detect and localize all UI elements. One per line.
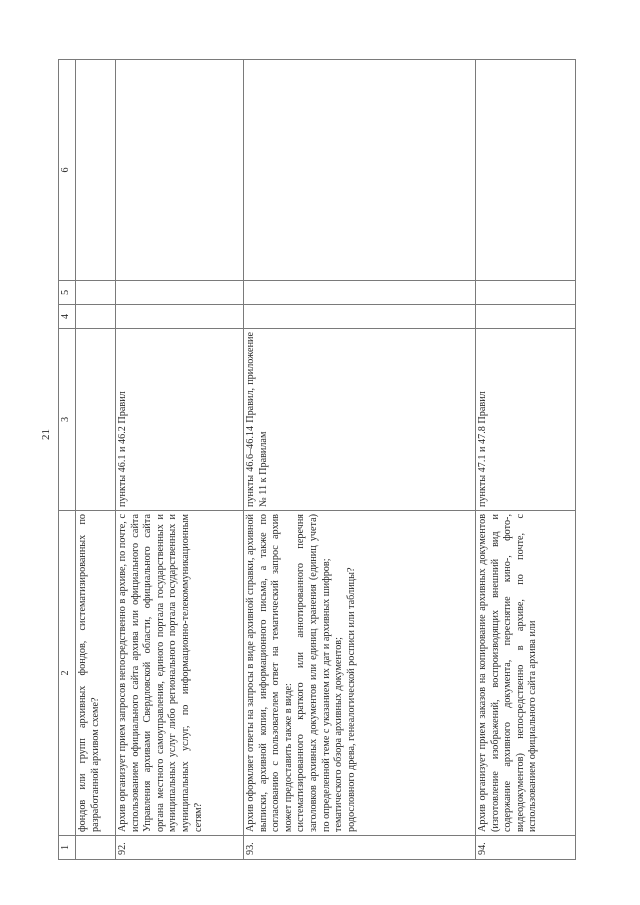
checklist-table-rotated bbox=[58, 60, 598, 860]
table-row bbox=[116, 60, 244, 860]
question-item: родословного древа, генеалогической росписи или таблицы? bbox=[345, 567, 357, 832]
empty-cell bbox=[116, 281, 244, 305]
empty-cell bbox=[476, 281, 576, 305]
empty-cell bbox=[76, 305, 116, 329]
question-item: систематизированного краткого или аннотированного перечня заголовков архивных документов или единиц хранения (единиц учета) по определенной теме с указанием их дат и архивных шифров; bbox=[295, 514, 332, 832]
empty-cell bbox=[76, 281, 116, 305]
header-col-4: 4 bbox=[59, 305, 76, 329]
page-number: 21 bbox=[40, 429, 52, 440]
row-number: 94. bbox=[476, 836, 576, 860]
question-text: фондов или групп архивных фондов, систематизированных по разработанной архивом схеме? bbox=[77, 514, 101, 832]
row-number bbox=[76, 836, 116, 860]
header-col-6: 6 bbox=[59, 60, 76, 281]
reference-cell: пункты 47.1 и 47.8 Правил bbox=[476, 329, 576, 511]
header-col-5: 5 bbox=[59, 281, 76, 305]
empty-cell bbox=[116, 60, 244, 281]
empty-cell bbox=[244, 305, 476, 329]
reference-cell bbox=[244, 329, 476, 511]
question-cell bbox=[476, 511, 576, 836]
header-col-2: 2 bbox=[59, 511, 76, 836]
row-number: 92. bbox=[116, 836, 244, 860]
header-row bbox=[59, 60, 76, 860]
question-cell bbox=[76, 511, 116, 836]
empty-cell bbox=[476, 305, 576, 329]
row-number: 93. bbox=[244, 836, 476, 860]
question-text: Архив оформляет ответы на запросы в виде архивной справки, архивной выписки, архивной копии, информационного письма, а также по согласованию с пользователем ответ на тематический запрос архив может предоставить также в виде: bbox=[245, 514, 294, 832]
table-row bbox=[476, 60, 576, 860]
reference-cell: пункты 46.1 и 46.2 Правил bbox=[116, 329, 244, 511]
empty-cell bbox=[116, 305, 244, 329]
question-cell bbox=[244, 511, 476, 836]
checklist-table bbox=[58, 59, 576, 860]
table-row bbox=[76, 60, 116, 860]
header-col-3: 3 bbox=[59, 329, 76, 511]
empty-cell bbox=[76, 60, 116, 281]
question-item: тематического обзора архивных документов; bbox=[333, 637, 345, 832]
table-row bbox=[244, 60, 476, 860]
question-text: Архив организует прием заказов на копирование архивных документов (изготовление изображений, воспроизводящих внешний вид и содержание архивного документа, переснятие кино-, фото-, видеодокументов) непосредственно в архиве, по почте, с использованием официального сайта архива или bbox=[477, 514, 539, 832]
reference-text: пункты 46.6–46.14 Правил, приложение № 11 к Правилам bbox=[245, 332, 269, 507]
question-text: Архив организует прием запросов непосредственно в архиве, по почте, с использованием официального сайта архива или официального сайта Управления архивами Свердловской области, официального сайта органа местного самоуправления, единого портала государственных и муниципальных услуг либо регионального портала государственных и муниципальных услуг, по информационно-телекоммуникационным сетям? bbox=[117, 514, 204, 832]
empty-cell bbox=[244, 281, 476, 305]
reference-cell bbox=[76, 329, 116, 511]
empty-cell bbox=[244, 60, 476, 281]
header-col-1: 1 bbox=[59, 836, 76, 860]
question-cell bbox=[116, 511, 244, 836]
empty-cell bbox=[476, 60, 576, 281]
